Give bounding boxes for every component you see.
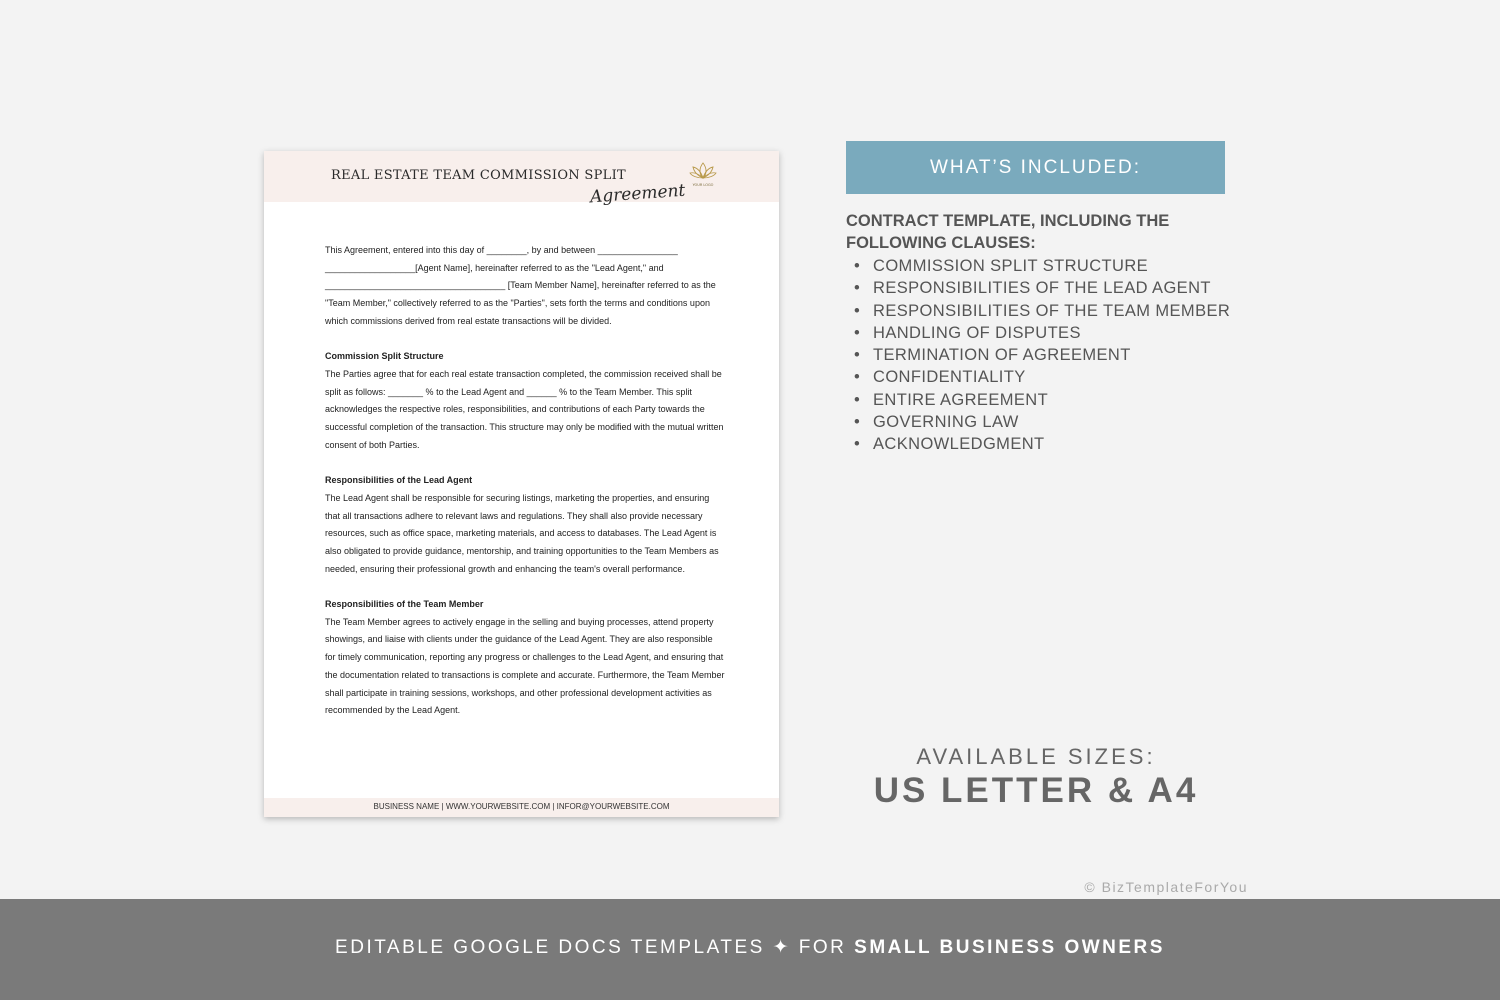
- list-item: [854, 344, 1230, 366]
- section-title: Responsibilities of the Team Member: [325, 599, 484, 610]
- clause-label: RESPONSIBILITIES OF THE LEAD AGENT: [873, 279, 1211, 298]
- bottom-text-bold: SMALL BUSINESS OWNERS: [854, 937, 1165, 958]
- logo-text: YOUR LOGO: [692, 183, 714, 187]
- clause-label: GOVERNING LAW: [873, 413, 1019, 432]
- bullet-icon: •: [854, 323, 861, 342]
- list-item: [854, 366, 1230, 388]
- bullet-icon: •: [854, 435, 861, 454]
- list-item: [854, 255, 1230, 277]
- section: [325, 348, 725, 454]
- list-item: [854, 411, 1230, 433]
- list-item: [854, 433, 1230, 455]
- whats-included-banner: WHAT’S INCLUDED:: [846, 141, 1225, 194]
- intro-paragraph: This Agreement, entered into this day of ________, by and between ________________ __________________[Agent Name], hereinafter referred to as the "Lead Agent," and ____________________________________ [Team Member Name], hereinafter referred to as the "Team Member," collectively referred to as the "Parties", sets forth the terms and conditions upon which commissions derived from real estate transactions will be divided.: [325, 245, 716, 326]
- clause-label: RESPONSIBILITIES OF THE TEAM MEMBER: [873, 301, 1231, 320]
- document-footer: [264, 798, 779, 817]
- section-body: The Lead Agent shall be responsible for securing listings, marketing the properties, and ensuring that all transactions adhere to relevant laws and regulations. They shall also provide necessary resources, such as office space, marketing materials, and access to databases. The Lead Agent is also obligated to provide guidance, mentorship, and training opportunities to the Team Members as needed, ensuring their professional growth and enhancing the team's overall performance.: [325, 492, 719, 574]
- bullet-icon: •: [854, 413, 861, 432]
- document-title: REAL ESTATE TEAM COMMISSION SPLIT: [331, 168, 626, 183]
- clause-label: HANDLING OF DISPUTES: [873, 323, 1081, 342]
- available-sizes-label: AVAILABLE SIZES:: [916, 744, 1156, 769]
- section: [325, 472, 725, 578]
- bullet-icon: •: [854, 257, 861, 275]
- clause-label: ACKNOWLEDGMENT: [873, 435, 1045, 454]
- clause-label: CONFIDENTIALITY: [873, 368, 1026, 387]
- bullet-icon: •: [854, 346, 861, 365]
- bullet-icon: •: [854, 390, 861, 409]
- available-sizes-value: US LETTER & A4: [873, 771, 1199, 810]
- bullet-icon: •: [854, 279, 861, 298]
- section-body: The Team Member agrees to actively engage in the selling and buying processes, attend property showings, and liaise with clients under the guidance of the Lead Agent. They are also responsible for timely communication, reporting any progress or challenges to the Lead Agent, and ensuring that the documentation related to transactions is complete and accurate. Furthermore, the Team Member shall participate in training sessions, workshops, and other professional development activities as recommended by the Lead Agent.: [325, 616, 725, 716]
- clause-label: TERMINATION OF AGREEMENT: [873, 346, 1131, 365]
- document-script-title: Agreement: [589, 180, 686, 208]
- lotus-logo-icon: [689, 161, 717, 189]
- document-header: [264, 151, 779, 208]
- section-title: Responsibilities of the Lead Agent: [325, 475, 473, 486]
- copyright-text: © BizTemplateForYou: [1084, 879, 1248, 895]
- bottom-text-regular: EDITABLE GOOGLE DOCS TEMPLATES ✦ FOR: [335, 937, 855, 958]
- bullet-icon: •: [854, 368, 861, 387]
- clause-label: ENTIRE AGREEMENT: [873, 390, 1049, 409]
- bullet-icon: •: [854, 301, 861, 320]
- section-body: The Parties agree that for each real estate transaction completed, the commission received shall be split as follows: _______ % to the Lead Agent and ______ % to the Team Member. This split acknowledges the respective roles, responsibilities, and contributions of each Party towards the successful completion of the transaction. This structure may only be modified with the mutual written consent of both Parties.: [325, 368, 724, 450]
- document-body: [325, 242, 725, 738]
- clause-label: COMMISSION SPLIT STRUCTURE: [873, 257, 1149, 275]
- list-item: [854, 389, 1230, 411]
- document-preview: [264, 151, 779, 817]
- document-footer-text: BUSINESS NAME | WWW.YOURWEBSITE.COM | INFOR@YOURWEBSITE.COM: [373, 802, 670, 811]
- contract-heading: CONTRACT TEMPLATE, INCLUDING THE FOLLOWING CLAUSES:: [846, 212, 1170, 252]
- list-item: [854, 300, 1230, 322]
- bottom-banner: [0, 899, 1500, 1000]
- section-title: Commission Split Structure: [325, 351, 444, 362]
- list-item: [854, 322, 1230, 344]
- clause-list: [854, 255, 1230, 456]
- section: [325, 596, 725, 720]
- list-item: [854, 277, 1230, 299]
- bottom-banner-text: [0, 936, 1500, 959]
